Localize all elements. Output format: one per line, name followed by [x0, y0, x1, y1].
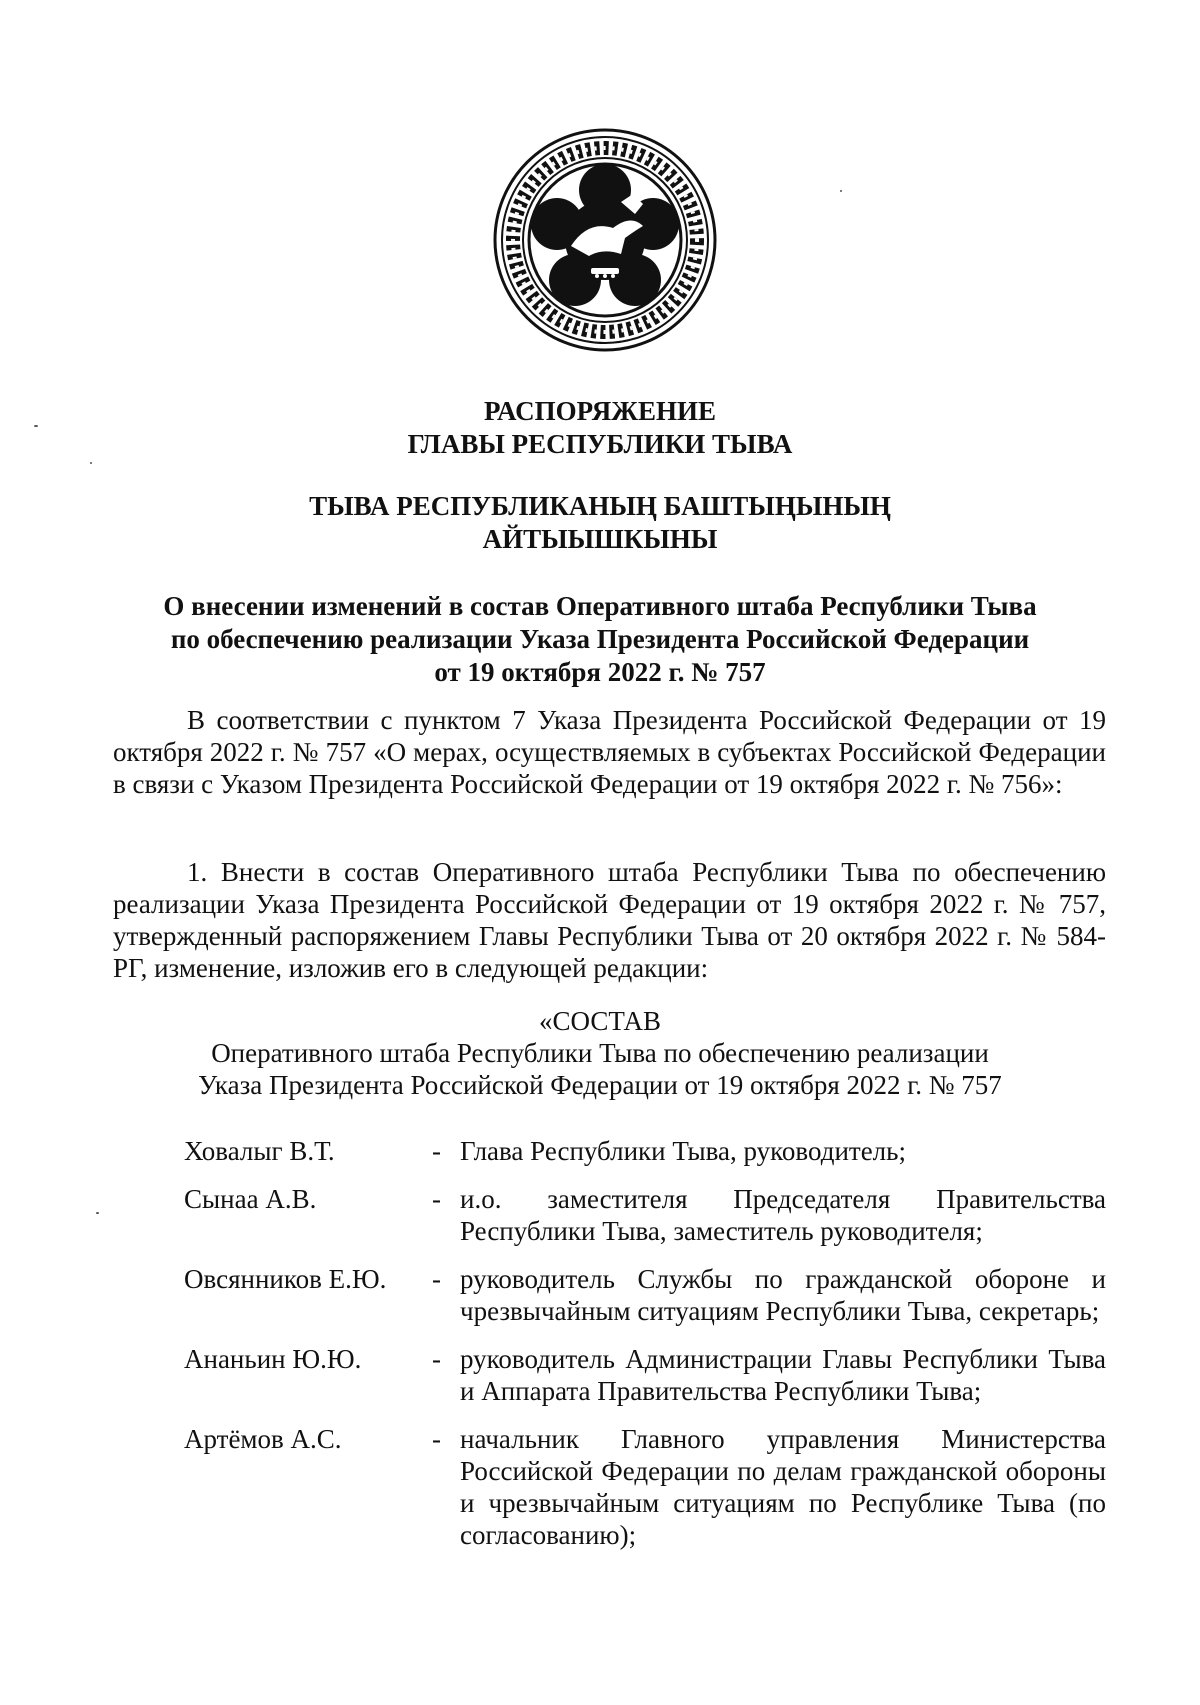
member-dash: - — [432, 1136, 441, 1166]
document-title-tuvan — [0, 490, 1200, 556]
tuva-coat-of-arms-icon — [493, 128, 717, 352]
member-role: руководитель Службы по гражданской обороне и чрезвычайным ситуациям Республики Тыва, секретарь; — [460, 1264, 1106, 1326]
composition-heading: «СОСТАВ — [538, 1006, 661, 1036]
member-name: Ховалыг В.Т. — [184, 1136, 335, 1166]
title-tyv-line2: АЙТЫЫШКЫНЫ — [482, 524, 718, 554]
document-subject — [100, 590, 1100, 689]
member-name: Ананьин Ю.Ю. — [184, 1344, 362, 1374]
body-paragraph-1: В соответствии с пунктом 7 Указа Президента Российской Федерации от 19 октября 2022 г. № 757 «О мерах, осуществляемых в субъектах Российской Федерации в связи с Указом Президента Российской Федерации от 19 октября 2022 г. № 756»: — [113, 705, 1106, 799]
composition-heading-block — [0, 1005, 1200, 1101]
member-list — [184, 1135, 1106, 1567]
member-role: Глава Республики Тыва, руководитель; — [460, 1136, 906, 1166]
member-role: начальник Главного управления Министерства Российской Федерации по делам гражданской обороны и чрезвычайным ситуациям по Республике Тыва (по согласованию); — [460, 1424, 1106, 1550]
scan-speck — [90, 462, 92, 464]
member-dash: - — [432, 1184, 441, 1214]
subject-line2: по обеспечению реализации Указа Президента Российской Федерации — [170, 624, 1030, 654]
composition-subheading-line1: Оперативного штаба Республики Тыва по обеспечению реализации — [211, 1038, 989, 1068]
composition-subheading-line2: Указа Президента Российской Федерации от 19 октября 2022 г. № 757 — [198, 1070, 1002, 1100]
member-entry — [184, 1135, 1106, 1167]
document-title-russian — [0, 395, 1200, 461]
body-paragraph-2: 1. Внести в состав Оперативного штаба Республики Тыва по обеспечению реализации Указа Президента Российской Федерации от 19 октября 2022 г. № 757, утвержденный распоряжением Главы Республики Тыва от 20 октября 2022 г. № 584-РГ, изменение, изложив его в следующей редакции: — [113, 857, 1106, 983]
title-tyv-line1: ТЫВА РЕСПУБЛИКАНЫҢ БАШТЫҢЫНЫҢ — [309, 491, 891, 521]
scan-speck — [840, 190, 842, 192]
member-role: руководитель Администрации Главы Республики Тыва и Аппарата Правительства Республики Тыва; — [460, 1344, 1106, 1406]
member-dash: - — [432, 1344, 441, 1374]
member-dash: - — [432, 1264, 441, 1294]
member-entry — [184, 1183, 1106, 1247]
scan-speck — [96, 1212, 99, 1214]
scan-speck — [34, 425, 38, 427]
member-entry — [184, 1343, 1106, 1407]
member-entry — [184, 1423, 1106, 1551]
member-name: Овсянников Е.Ю. — [184, 1264, 387, 1294]
subject-line3: от 19 октября 2022 г. № 757 — [434, 657, 766, 687]
member-role: и.о. заместителя Председателя Правительства Республики Тыва, заместитель руководителя; — [460, 1184, 1106, 1246]
title-ru-line1: РАСПОРЯЖЕНИЕ — [483, 396, 717, 426]
member-entry — [184, 1263, 1106, 1327]
title-ru-line2: ГЛАВЫ РЕСПУБЛИКИ ТЫВА — [407, 429, 793, 459]
member-dash: - — [432, 1424, 441, 1454]
member-name: Артёмов А.С. — [184, 1424, 342, 1454]
member-name: Сынаа А.В. — [184, 1184, 317, 1214]
subject-line1: О внесении изменений в состав Оперативного штаба Республики Тыва — [163, 591, 1037, 621]
